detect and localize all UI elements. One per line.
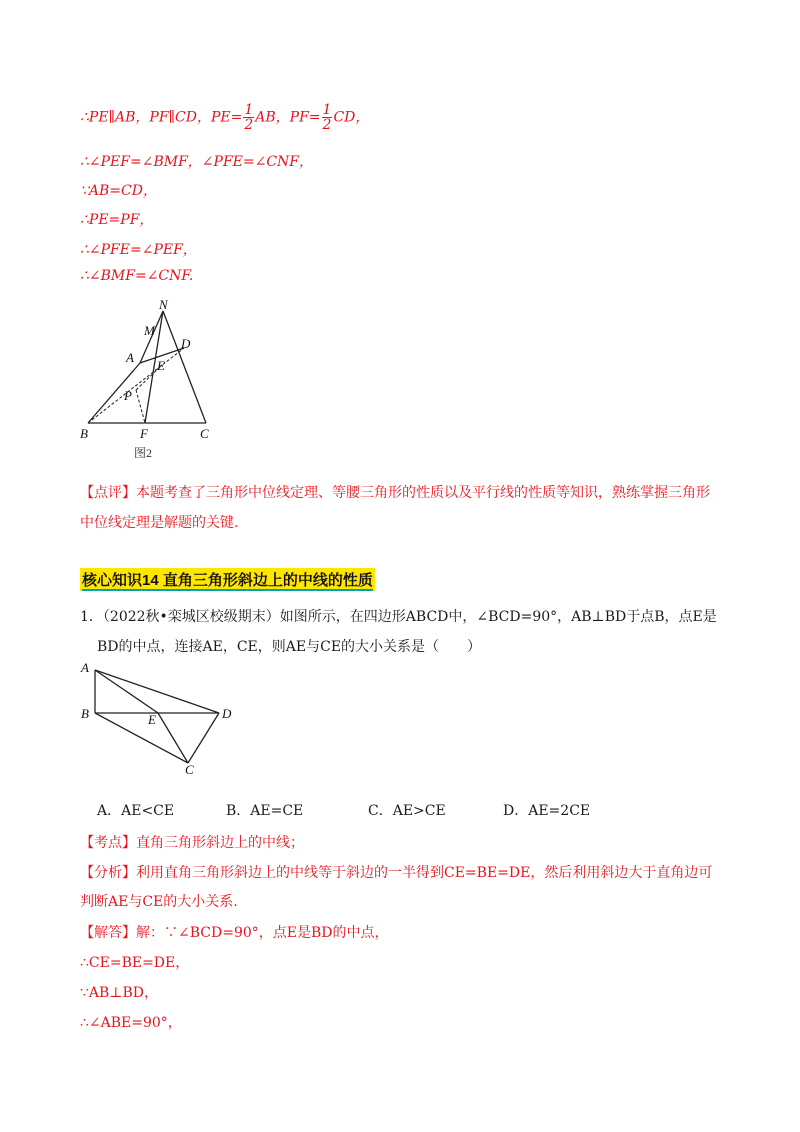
label-P: P bbox=[124, 388, 132, 403]
q-label-C: C bbox=[185, 762, 194, 777]
review-line-2: 中位线定理是解题的关键. bbox=[80, 515, 239, 531]
q-label-D: D bbox=[222, 706, 232, 721]
label-C: C bbox=[200, 426, 209, 441]
jieda-line-1 bbox=[80, 922, 389, 942]
question-line-2: BD的中点，连接AE，CE，则AE与CE的大小关系是（ ） bbox=[97, 639, 482, 655]
option-b[interactable]: B．AE=CE bbox=[226, 803, 304, 819]
kaodian-text: 直角三角形斜边上的中线； bbox=[136, 835, 304, 851]
proof-text: AB，PF= bbox=[255, 109, 321, 126]
label-N: N bbox=[159, 297, 168, 312]
jieda-line-2: ∴CE=BE=DE， bbox=[80, 955, 190, 971]
kaodian-tag: 【考点】 bbox=[80, 835, 136, 851]
figure-caption: 图2 bbox=[134, 446, 153, 460]
label-B: B bbox=[80, 426, 88, 441]
review-text: 本题考查了三角形中位线定理、等腰三角形的性质以及平行线的性质等知识，熟练掌握三角形 bbox=[136, 485, 710, 501]
proof-line-1 bbox=[80, 103, 369, 132]
proof-line-6: ∴∠BMF=∠CNF. bbox=[80, 268, 194, 284]
option-c[interactable]: C．AE>CE bbox=[368, 803, 446, 819]
section-title: 核心知识14 直角三角形斜边上的中线的性质 bbox=[82, 572, 373, 589]
q-label-A: A bbox=[81, 660, 89, 675]
fraction-half bbox=[322, 103, 333, 132]
figure-2-diagram bbox=[78, 295, 228, 465]
question-line-1: 1．（2022秋•栾城区校级期末）如图所示，在四边形ABCD中，∠BCD=90°，AB⊥BD于点B，点E是 bbox=[80, 609, 717, 625]
fraction-half bbox=[243, 103, 254, 132]
section-heading bbox=[80, 568, 375, 591]
proof-line-2: ∴∠PEF=∠BMF，∠PFE=∠CNF， bbox=[80, 154, 314, 170]
q-label-B: B bbox=[81, 706, 89, 721]
review-tag: 【点评】 bbox=[80, 485, 136, 501]
fenxi-tag: 【分析】 bbox=[80, 865, 136, 881]
proof-line-3: ∵AB=CD， bbox=[80, 183, 157, 199]
fenxi-text: 利用直角三角形斜边上的中线等于斜边的一半得到CE=BE=DE，然后利用斜边大于直角边可 bbox=[136, 865, 713, 881]
option-a[interactable]: A．AE<CE bbox=[97, 803, 175, 819]
proof-line-5: ∴∠PFE=∠PEF， bbox=[80, 242, 197, 258]
option-d[interactable]: D．AE=2CE bbox=[503, 803, 591, 819]
jieda-tag: 【解答】 bbox=[80, 925, 136, 941]
jieda-line-3: ∵AB⊥BD， bbox=[80, 985, 158, 1001]
label-E: E bbox=[157, 358, 165, 373]
denominator: 2 bbox=[244, 117, 254, 133]
numerator: 1 bbox=[322, 102, 332, 118]
q-label-E: E bbox=[148, 712, 156, 727]
numerator: 1 bbox=[244, 102, 254, 118]
proof-line-4: ∴PE=PF， bbox=[80, 212, 154, 228]
fenxi-line-2: 判断AE与CE的大小关系. bbox=[80, 894, 238, 910]
jieda-text: 解：∵∠BCD=90°，点E是BD的中点， bbox=[136, 925, 389, 941]
label-D: D bbox=[181, 336, 191, 351]
label-M: M bbox=[144, 323, 155, 338]
label-A: A bbox=[126, 350, 134, 365]
proof-text: ∴PE∥AB，PF∥CD，PE= bbox=[80, 109, 243, 126]
jieda-line-4: ∴∠ABE=90°， bbox=[80, 1015, 182, 1031]
proof-text: CD， bbox=[333, 109, 370, 126]
fenxi-line-1 bbox=[80, 862, 712, 882]
question-figure bbox=[78, 658, 248, 778]
denominator: 2 bbox=[322, 117, 332, 133]
review-line-1 bbox=[80, 482, 710, 502]
kaodian-line bbox=[80, 832, 304, 852]
label-F: F bbox=[140, 426, 148, 441]
